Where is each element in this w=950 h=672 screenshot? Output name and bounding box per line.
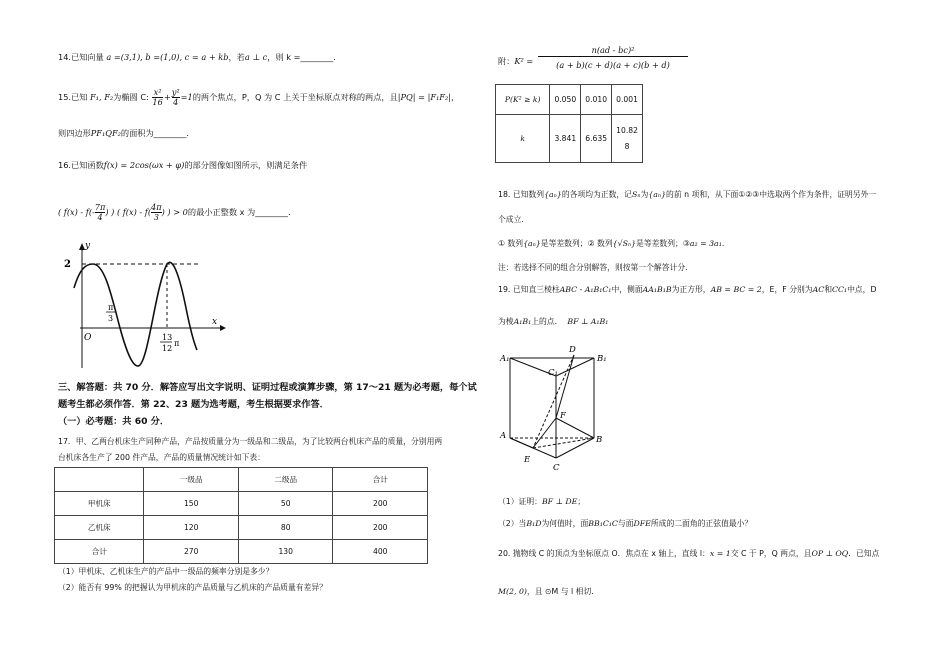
svg-text:E: E xyxy=(524,455,531,465)
svg-text:C₁: C₁ xyxy=(548,368,558,378)
question-15: 15.已知 F₁, F₂为椭圆 C: $\frac{\text{x²}}{16}$ + $\frac{\text{y²}}{4}$ =1的两个焦点，P，Q 为 C 上关于坐标原点对称的两点，且|PQ| = |F₁F₂|， xyxy=(58,87,460,107)
table-header-row: 一级品 二级品 合计 xyxy=(55,468,428,492)
tick2-suffix: π xyxy=(174,339,180,348)
table-row: 甲机床 150 50 200 xyxy=(55,492,428,516)
question-16: 16.已知函数f(x) = 2cos(ωx + φ)的部分图像如图所示，则满足条件 xyxy=(58,160,308,170)
section3-line2: 题考生都必须作答．第 22、23 题为选考题，考生根据要求作答． xyxy=(58,399,329,410)
q17-table xyxy=(54,467,428,564)
svg-text:D: D xyxy=(569,345,576,355)
q18-line3: ① 数列{aₙ}是等差数列；② 数列{√Sₙ}是等差数列；③a₂ = 3a₁． xyxy=(498,239,730,248)
q17-part1: （1）甲机床、乙机床生产的产品中一级品的频率分别是多少？ xyxy=(58,567,274,576)
tick1-den: 3 xyxy=(108,314,114,323)
ellipse-frac-y: $\frac{\text{y²}}{4}$ xyxy=(171,87,180,107)
q17-line1: 17．甲、乙两台机床生产同种产品，产品按质量分为一级品和二级品，为了比较两台机床产品的质量，分别用两 xyxy=(58,437,443,446)
q19-part2: （2）当B₁D为何值时，面BB₁C₁C与面DFE所成的二面角的正弦值最小？ xyxy=(498,519,753,528)
q19-line2: 为棱A₁B₁上的点． BF ⊥ A₁B₁ xyxy=(498,317,609,326)
table-row: k 3.841 6.635 10.82 8 xyxy=(496,115,643,163)
cosine-graph xyxy=(60,238,240,373)
cosine-curve xyxy=(74,262,197,366)
tick1-num: π xyxy=(108,303,114,312)
origin-label: O xyxy=(84,333,92,343)
k-table xyxy=(495,84,643,163)
tick2-num: 13 xyxy=(162,333,173,342)
q17-line2: 台机床各生产了 200 件产品，产品的质量情况统计如下表： xyxy=(58,453,265,462)
section3-sub: （一）必考题：共 60 分． xyxy=(58,416,170,427)
k2-label: 附：K² = xyxy=(498,56,534,66)
svg-text:F: F xyxy=(560,411,566,421)
q14-vectors: a =(3,1), b =(1,0), c = a + kb xyxy=(106,52,229,62)
table-row: 合计 270 130 400 xyxy=(55,540,428,564)
peak-label: 2 xyxy=(64,259,71,270)
svg-text:A₁: A₁ xyxy=(500,354,510,364)
question-15-line2: 则四边形PF₁QF₂的面积为________. xyxy=(58,128,190,138)
y-axis-label: y xyxy=(85,241,91,251)
table-row: 乙机床 120 80 200 xyxy=(55,516,428,540)
q18-line1: 18. 已知数列{aₙ}的各项均为正数，记Sₙ为{aₙ}的前 n 项和，从下面①②③中选取两个作为条件，证明另外一 xyxy=(498,190,877,199)
ellipse-frac-x: $\frac{\text{x²}}{16}$ xyxy=(152,87,163,107)
svg-text:B: B xyxy=(596,435,603,445)
question-14: 14.已知向量 a =(3,1), b =(1,0), c = a + kb，若a ⊥ c，则 k =________. xyxy=(58,52,336,62)
q20-line1: 20. 抛物线 C 的顶点为坐标原点 O．焦点在 x 轴上，直线 l：x = 1交 C 于 P，Q 两点，且OP ⊥ OQ．已知点 xyxy=(498,549,880,558)
svg-text:A: A xyxy=(500,431,507,441)
q19-line1: 19. 已知直三棱柱ABC - A₁B₁C₁中，侧面AA₁B₁B为正方形，AB = BC = 2，E，F 分别为AC和CC₁中点，D xyxy=(498,285,877,294)
k2-denominator: (a + b)(c + d)(a + c)(b + d) xyxy=(556,60,670,70)
section3-line1: 三、解答题：共 70 分．解答应写出文字说明、证明过程或演算步骤，第 17～21 题为必考题，每个试 xyxy=(58,382,477,393)
tick2-den: 12 xyxy=(162,344,173,353)
svg-text:B₁: B₁ xyxy=(597,354,607,364)
prism-figure xyxy=(498,342,618,482)
svg-text:C: C xyxy=(553,463,560,473)
q19-part1: （1）证明：BF ⊥ DE； xyxy=(498,497,586,506)
question-16-inequality: ( f(x) - f(- $\frac{7\pi}{4}$ ) ) ( f(x) - f( $\frac{4\pi}{3}$ ) ) > 0的最小正整数 x 为________. xyxy=(58,202,291,222)
table-row: P(K² ≥ k) 0.050 0.010 0.001 xyxy=(496,85,643,115)
x-axis-arrow xyxy=(220,325,226,331)
q17-part2: （2）能否有 99% 的把握认为甲机床的产品质量与乙机床的产品质量有差异？ xyxy=(58,583,327,592)
q20-line2: M(2, 0)，且 ⊙M 与 l 相切． xyxy=(498,587,600,596)
q18-line2: 个成立． xyxy=(498,215,530,224)
q18-note: 注：若选择不同的组合分别解答，则按第一个解答计分． xyxy=(498,263,693,272)
k2-numerator: n(ad - bc)² xyxy=(538,44,688,57)
x-axis-label: x xyxy=(212,317,218,327)
